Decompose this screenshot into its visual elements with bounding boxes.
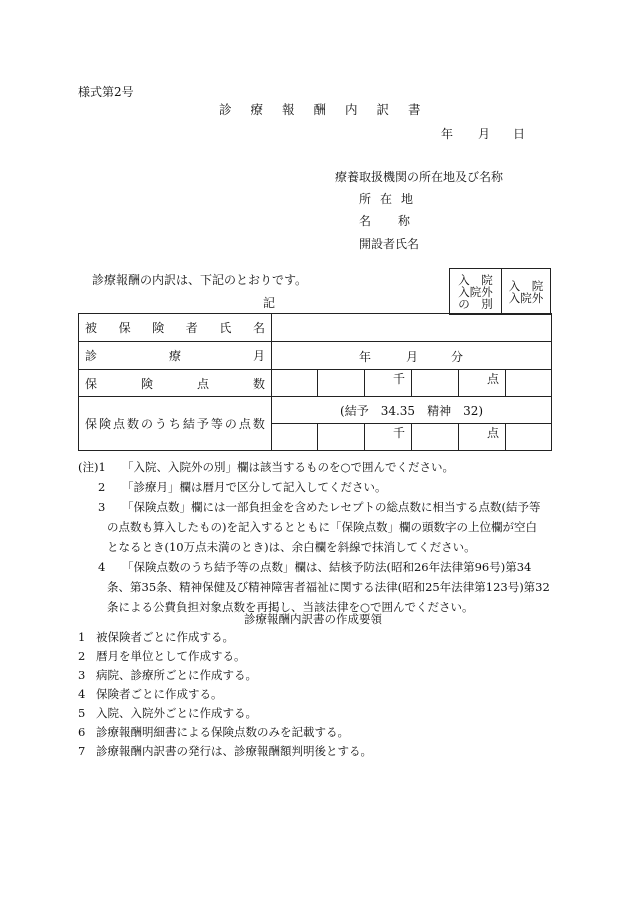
guideline-text: 診療報酬明細書による保険点数のみを記載する。 bbox=[96, 725, 349, 739]
inpatient-type-option-cell[interactable]: 入 院 入院外 bbox=[502, 269, 551, 315]
label-char: 予 bbox=[196, 417, 209, 431]
guideline-number: 3 bbox=[78, 668, 86, 682]
treatment-month-label bbox=[79, 342, 272, 370]
points-extra-cell[interactable] bbox=[506, 370, 552, 397]
guideline-number: 6 bbox=[78, 725, 86, 739]
label-char: 数 bbox=[252, 376, 265, 391]
label-char: 点 bbox=[238, 417, 251, 431]
note-number: 3 bbox=[98, 500, 106, 514]
insured-name-row bbox=[79, 314, 552, 342]
treatment-month-unit: 月 bbox=[406, 350, 419, 364]
document-title: 診療報酬内訳書 bbox=[219, 102, 440, 117]
ki-label: 記 bbox=[263, 296, 276, 310]
guideline-text: 入院、入院外ごとに作成する。 bbox=[96, 706, 257, 720]
tb-points-label bbox=[79, 397, 272, 451]
tb-detail-text: (結予 34.35 精神 32) bbox=[340, 403, 484, 418]
guidelines-list bbox=[78, 628, 372, 761]
guideline-item bbox=[78, 628, 372, 647]
guideline-text: 診療報酬内訳書の発行は、診療報酬額判明後とする。 bbox=[96, 744, 372, 758]
label-char: 険 bbox=[152, 321, 165, 335]
note-text: 条による公費負担対象点数を再掲し、当該法律を○で囲んでください。 bbox=[107, 600, 474, 614]
tb-extra-cell[interactable] bbox=[506, 424, 552, 451]
points-row bbox=[79, 370, 552, 397]
guidelines-title: 診療報酬内訳書の作成要領 bbox=[244, 612, 382, 626]
inpatient-type-header: 入 院 入院外 の 別 bbox=[450, 269, 502, 315]
label-char: 保 bbox=[85, 376, 98, 391]
note-text: 条、第35条、精神保健及び精神障害者福祉に関する法律(昭和25年法律第123号)第32 bbox=[107, 580, 550, 594]
notes-section bbox=[78, 457, 550, 617]
points-digit-cell[interactable] bbox=[318, 370, 365, 397]
label-char: ち bbox=[168, 417, 181, 431]
insured-name-label bbox=[79, 314, 272, 342]
guideline-number: 5 bbox=[78, 706, 86, 720]
label-char: 点 bbox=[196, 376, 209, 391]
guideline-number: 4 bbox=[78, 687, 86, 701]
note-line bbox=[78, 557, 550, 577]
label-char: 月 bbox=[252, 349, 265, 363]
label-char: 診 bbox=[85, 349, 98, 363]
date-year-label: 年 bbox=[441, 127, 454, 141]
guideline-item bbox=[78, 704, 372, 723]
guideline-text: 暦月を単位として作成する。 bbox=[96, 649, 246, 663]
guideline-number: 2 bbox=[78, 649, 86, 663]
note-line bbox=[78, 477, 550, 497]
note-line bbox=[78, 517, 550, 537]
label-char: 結 bbox=[182, 417, 195, 431]
note-number: 2 bbox=[98, 480, 106, 494]
label-char: 保 bbox=[118, 321, 131, 335]
intro-text: 診療報酬の内訳は、下記のとおりです。 bbox=[92, 273, 308, 287]
treatment-month-field[interactable] bbox=[272, 342, 552, 370]
note-number: 4 bbox=[98, 560, 106, 574]
points-digit-cell[interactable] bbox=[412, 370, 459, 397]
guideline-number: 1 bbox=[78, 630, 86, 644]
guideline-item bbox=[78, 723, 372, 742]
inpatient-type-box bbox=[449, 268, 551, 315]
main-table bbox=[78, 313, 552, 451]
label-char: 険 bbox=[98, 417, 111, 431]
label-char: の bbox=[224, 417, 237, 431]
label-char: う bbox=[154, 417, 167, 431]
guideline-item bbox=[78, 666, 372, 685]
label-char: 者 bbox=[185, 321, 198, 335]
note-text: となるとき(10万点未満のとき)は、余白欄を斜線で抹消してください。 bbox=[107, 540, 476, 554]
facility-heading: 療養取扱機関の所在地及び名称 bbox=[335, 170, 504, 184]
facility-founder-label: 開設者氏名 bbox=[359, 237, 420, 251]
guideline-item bbox=[78, 685, 372, 704]
tb-digit-cell[interactable] bbox=[412, 424, 459, 451]
label-char: 険 bbox=[140, 376, 153, 391]
label-char: 点 bbox=[112, 417, 125, 431]
note-text: 「診療月」欄は暦月で区分して記入してください。 bbox=[122, 480, 387, 494]
date-month-label: 月 bbox=[478, 127, 491, 141]
points-label bbox=[79, 370, 272, 397]
tb-thousand-cell[interactable]: 千 bbox=[365, 424, 412, 451]
date-day-label: 日 bbox=[513, 127, 526, 141]
label-char: 等 bbox=[210, 417, 223, 431]
tb-digit-cell[interactable] bbox=[272, 424, 318, 451]
tb-digit-cell[interactable] bbox=[318, 424, 365, 451]
guideline-text: 病院、診療所ごとに作成する。 bbox=[96, 668, 257, 682]
note-line bbox=[78, 537, 550, 557]
tb-detail-cell[interactable] bbox=[272, 397, 552, 424]
treatment-part-unit: 分 bbox=[451, 350, 464, 364]
label-char: 氏 bbox=[219, 321, 232, 335]
form-number: 様式第2号 bbox=[78, 85, 134, 99]
guideline-number: 7 bbox=[78, 744, 86, 758]
insured-name-field[interactable] bbox=[272, 314, 552, 342]
label-char: の bbox=[140, 417, 153, 431]
points-unit-cell[interactable]: 点 bbox=[459, 370, 506, 397]
note-number: (注)1 bbox=[78, 460, 106, 474]
label-char: 数 bbox=[252, 417, 265, 431]
note-line bbox=[78, 457, 550, 477]
note-text: 「保険点数のうち結予等の点数」欄は、結核予防法(昭和26年法律第96号)第34 bbox=[122, 560, 532, 574]
label-char: 名 bbox=[252, 321, 265, 335]
points-thousand-cell[interactable]: 千 bbox=[365, 370, 412, 397]
note-line bbox=[78, 497, 550, 517]
note-text: の点数も算入したもの)を記入するとともに「保険点数」欄の頭数字の上位欄が空白 bbox=[107, 520, 537, 534]
guideline-text: 被保険者ごとに作成する。 bbox=[96, 630, 234, 644]
treatment-month-row bbox=[79, 342, 552, 370]
tb-unit-cell[interactable]: 点 bbox=[459, 424, 506, 451]
guideline-item bbox=[78, 647, 372, 666]
note-text: 「保険点数」欄には一部負担金を含めたレセプトの総点数に相当する点数(結予等 bbox=[122, 500, 541, 514]
label-char: 療 bbox=[168, 349, 181, 363]
note-text: 「入院、入院外の別」欄は該当するものを○で囲んでください。 bbox=[122, 460, 455, 474]
facility-address-label: 所在地 bbox=[359, 192, 423, 206]
guideline-text: 保険者ごとに作成する。 bbox=[96, 687, 223, 701]
label-char: 被 bbox=[85, 321, 98, 335]
treatment-year-unit: 年 bbox=[359, 350, 372, 364]
tb-points-row-top bbox=[79, 397, 552, 424]
note-line bbox=[78, 577, 550, 597]
label-char: 数 bbox=[126, 417, 139, 431]
points-digit-cell[interactable] bbox=[272, 370, 318, 397]
label-char: 保 bbox=[85, 417, 98, 431]
facility-name-label: 名称 bbox=[359, 214, 438, 228]
guideline-item bbox=[78, 742, 372, 761]
